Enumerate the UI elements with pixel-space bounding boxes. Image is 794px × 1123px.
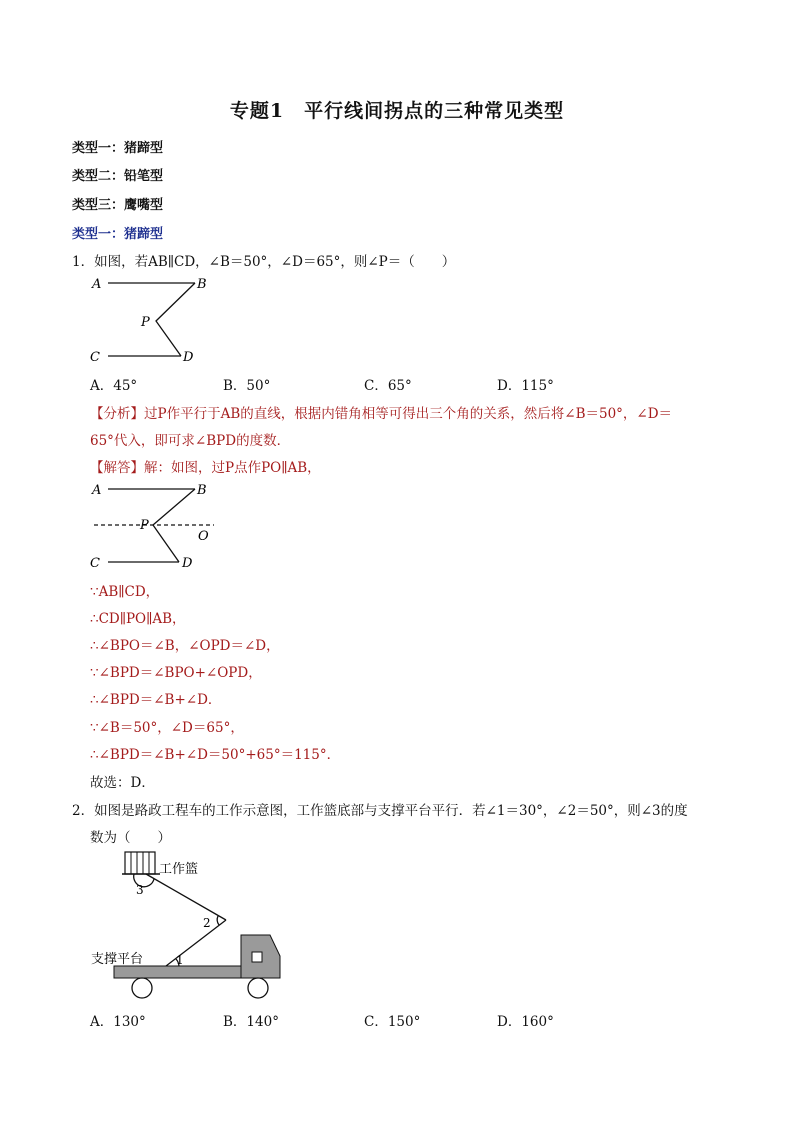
q1s-label-d: D [182,556,193,571]
platform-label: 支撑平台 [91,952,144,967]
q2-option-a: A．130° [90,1014,146,1030]
q1s-label-a: A [92,483,102,498]
q1-step-6: ∵∠B＝50°，∠D＝65°， [90,720,244,736]
section-heading: 类型一：猪蹄型 [72,227,164,242]
q1-option-d: D．115° [497,378,554,394]
q1-analysis-line-2: 65°代入，即可求∠BPD的度数． [90,433,291,449]
type-1-label: 类型一：猪蹄型 [72,141,164,156]
q1-answer-intro: 【解答】解：如图，过P点作PO∥AB， [90,460,321,476]
q1-label-d: D [183,350,194,365]
q2-stem-line-1: 2．如图是路政工程车的工作示意图，工作篮底部与支撑平台平行．若∠1＝30°，∠2＝50°，则∠3的度 [72,803,688,819]
angle-2-label: 2 [203,916,211,930]
q1-figure [86,270,226,370]
page-title: 专题1 平行线间拐点的三种常见类型 [229,100,565,122]
angle-3-label: 3 [136,883,144,897]
angle-1-label: 1 [176,953,184,967]
q1-option-b: B．50° [223,378,271,394]
basket-icon [122,852,160,874]
q1s-label-b: B [197,483,207,498]
basket-label: 工作篮 [159,862,199,877]
q1-step-2: ∴CD∥PO∥AB， [90,611,186,627]
q2-option-b: B．140° [223,1014,279,1030]
upper-arm-line [146,874,226,920]
q2-option-d: D．160° [497,1014,554,1030]
q1-option-a: A．45° [90,378,138,394]
q1-analysis-line-1: 【分析】过P作平行于AB的直线，根据内错角相等可得出三个角的关系，然后将∠B＝50°，∠D＝ [90,406,673,422]
q1-conclusion: 故选：D． [90,775,155,791]
q1-solution-figure [86,478,226,578]
q1-label-a: A [92,277,102,292]
q1s-label-p: P [140,518,149,533]
q1-step-1: ∵AB∥CD， [90,584,160,600]
q1s-label-o: O [198,529,209,544]
q1-label-c: C [90,350,100,365]
q1-option-c: C．65° [364,378,412,394]
lower-arm-line [166,920,226,966]
type-3-label: 类型三：鹰嘴型 [72,198,164,213]
q1-step-3: ∴∠BPO＝∠B，∠OPD＝∠D， [90,638,280,654]
q1s-label-c: C [90,556,100,571]
q1-label-b: B [197,277,207,292]
q1-stem: 1．如图，若AB∥CD，∠B＝50°，∠D＝65°，则∠P＝（ ） [72,254,456,270]
q1-line-bpd [156,283,195,356]
q1-step-4: ∵∠BPD＝∠BPO+∠OPD， [90,665,262,681]
q1-step-5: ∴∠BPD＝∠B+∠D． [90,692,222,708]
q2-stem-line-2: 数为（ ） [90,830,171,846]
q2-figure [86,848,296,1000]
q1-label-p: P [141,315,150,330]
type-2-label: 类型二：铅笔型 [72,169,164,184]
q1-step-7: ∴∠BPD＝∠B+∠D＝50°+65°＝115°． [90,747,341,763]
q2-option-c: C．150° [364,1014,421,1030]
angle-2-arc [217,916,219,925]
